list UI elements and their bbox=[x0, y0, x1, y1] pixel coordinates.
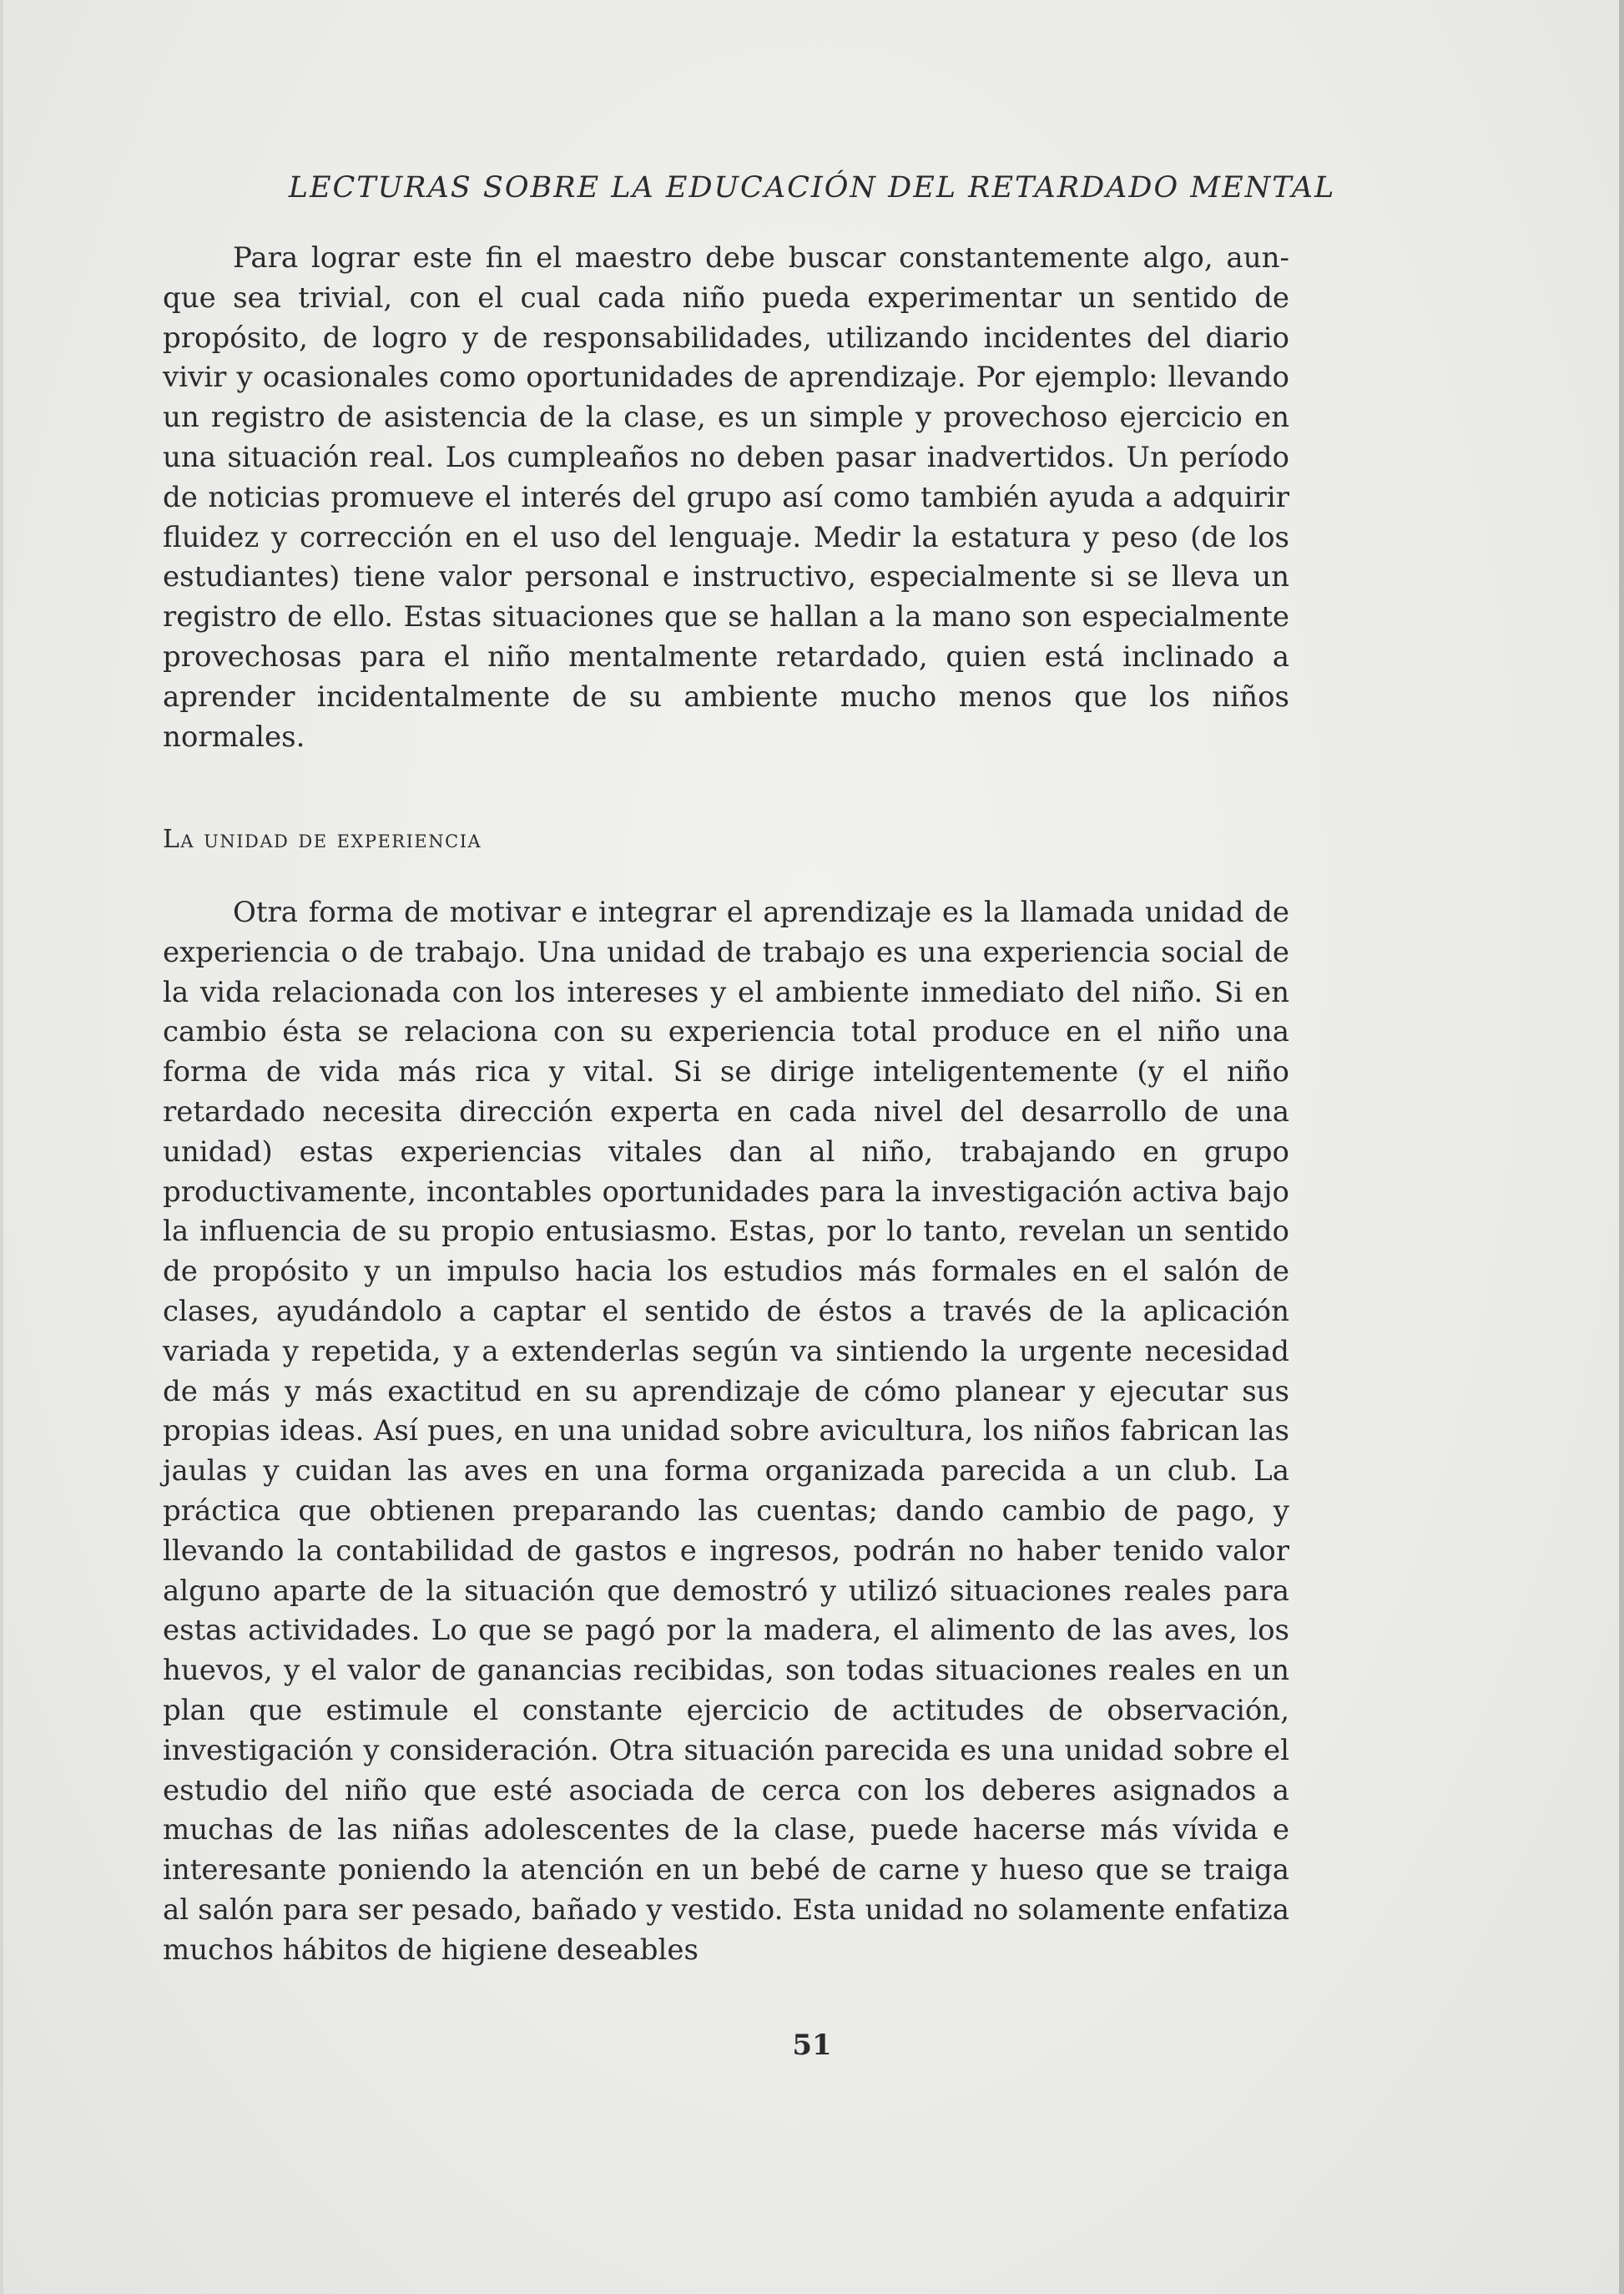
page-right-edge bbox=[1619, 0, 1624, 2294]
paragraph-text: Para lograr este fin el maestro debe buscar constantemente algo, aunque sea trivial, con el cual cada niño pueda experimentar un sentido de propósito, de logro y de responsabilidades, utilizando incidentes del diario vivir y ocasionales como oportunidades de aprendizaje. Por ejemplo: llevando un registro de asistencia de la clase, es un simple y provechoso ejercicio en una situación real. Los cumpleaños no deben pasar inadvertidos. Un período de noticias promueve el interés del grupo así como también ayuda a adquirir fluidez y corrección en el uso del lenguaje. Medir la estatura y peso (de los estudiantes) tiene valor personal e instructivo, especialmente si se lleva un registro de ello. Estas situaciones que se hallan a la mano son especialmente provechosas para el niño mentalmente retardado, quien está inclinado a aprender incidentalmente de su ambiente mucho menos que los niños normales. bbox=[163, 241, 1289, 754]
running-head: LECTURAS SOBRE LA EDUCACIÓN DEL RETARDADO MENTAL bbox=[288, 171, 1336, 205]
paragraph-intro bbox=[163, 239, 1289, 757]
page-left-edge bbox=[0, 0, 3, 2294]
page-number: 51 bbox=[792, 2029, 832, 2062]
section-heading: La unidad de experiencia bbox=[163, 825, 482, 854]
paragraph-unidad bbox=[163, 893, 1289, 1971]
paragraph-text: Otra forma de motivar e integrar el aprendizaje es la llamada unidad de experiencia o de trabajo. Una unidad de trabajo es una experiencia social de la vida relacionada con los intereses y el ambiente inmediato del niño. Si en cambio ésta se relaciona con su experiencia total produce en el niño una forma de vida más rica y vital. Si se dirige inteligentemente (y el niño retardado necesita dirección experta en cada nivel del desarrollo de una unidad) estas experiencias vitales dan al niño, trabajando en grupo productivamente, incontables oportunidades para la investigación activa bajo la influencia de su propio entusiasmo. Estas, por lo tanto, revelan un sentido de propósito y un impulso hacia los estudios más formales en el salón de clases, ayudándolo a captar el sentido de éstos a través de la aplicación variada y repetida, y a extenderlas según va sintiendo la urgente necesidad de más y más exactitud en su aprendizaje de cómo planear y ejecutar sus propias ideas. Así pues, en una unidad sobre avicultura, los niños fabrican las jaulas y cuidan las aves en una forma organizada parecida a un club. La práctica que obtienen preparando las cuentas; dando cambio de pago, y llevando la contabilidad de gastos e ingresos, podrán no haber tenido valor alguno aparte de la situación que demostró y utilizó situaciones reales para estas actividades. Lo que se pagó por la madera, el alimento de las aves, los huevos, y el valor de ganancias recibidas, son todas situaciones reales en un plan que estimule el constante ejercicio de actitudes de observación, investigación y consideración. Otra situación parecida es una unidad sobre el estudio del niño que esté asociada de cerca con los deberes asignados a muchas de las niñas adolescentes de la clase, puede hacerse más vívida e interesante poniendo la atención en un bebé de carne y hueso que se traiga al salón para ser pesado, bañado y vestido. Esta unidad no solamente enfatiza muchos hábitos de higiene deseables bbox=[163, 896, 1289, 1967]
